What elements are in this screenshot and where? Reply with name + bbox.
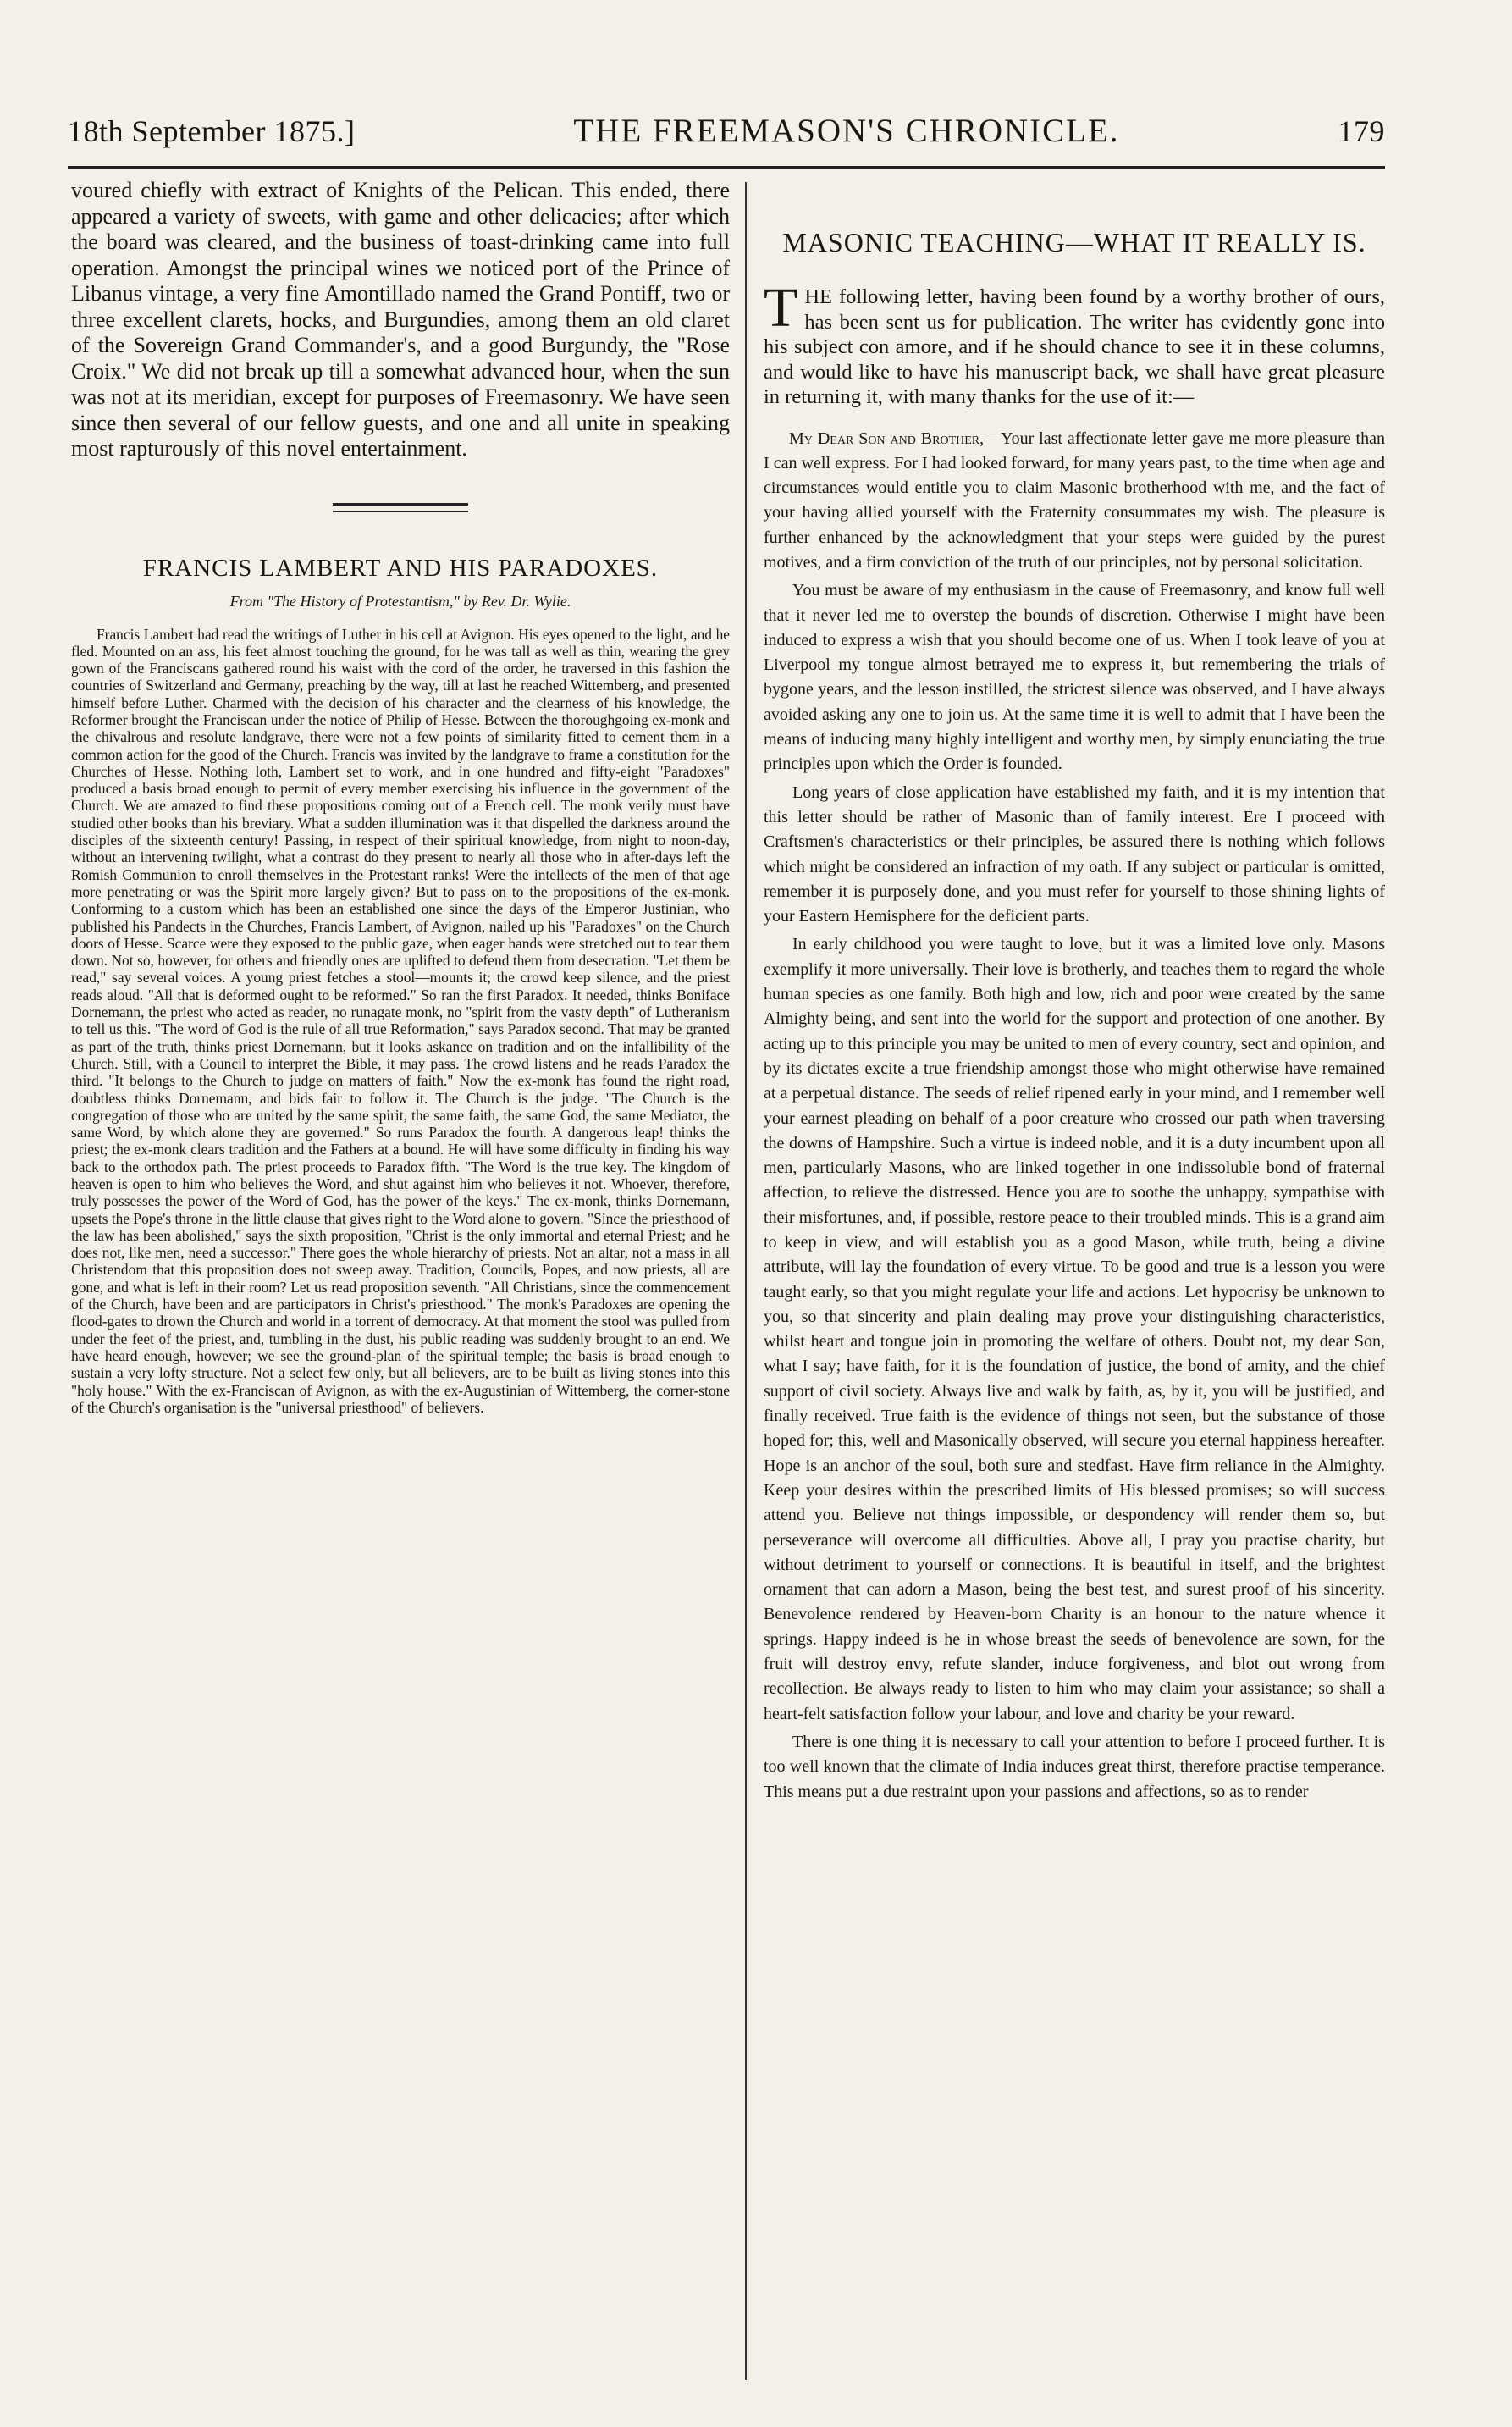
letter-paragraph-text: —Your last affectionate letter gave me more pleasure than I can well express. For I had looked forward, for many years past, to the time when age and circumstances would entitle you to claim Masonic brotherhood with me, and the fact of your having allied yourself with the Fraternity consummates my wish. The pleasure is further enhanced by the acknowledgment that your steps were guided by the purest motives, and a firm conviction of the truth of our principles, not by personal solicitation. [764,428,1385,572]
page-number: 179 [1338,114,1385,148]
article-title-lambert: FRANCIS LAMBERT AND HIS PARADOXES. [142,554,659,582]
letter-salutation: My Dear Son and Brother, [789,428,985,448]
continued-article-text: voured chiefly with extract of Knights of the Pelican. This ended, there appeared a variety of sweets, with game and other delicacies; after which the board was cleared, and the business of toast-drinking came into full operation. Amongst the principal wines we noticed port of the Prince of Libanus vintage, a very fine Amontillado named the Grand Pontiff, two or three excellent clarets, hocks, and Burgundies, among them an old claret of the Sovereign Grand Commander's, and a good Burgundy, the "Rose Croix." We did not break up till a somewhat advanced hour, when the sun was not at its meridian, except for purposes of Freemasonry. We have seen since then several of our fellow guests, and one and all unite in speaking most rapturously of this novel entertainment. [71,178,730,461]
letter-paragraph: In early childhood you were taught to love, but it was a limited love only. Masons exemplify it more universally. Their love is brotherly, and teaches them to regard the whole human species as one family. Both high and low, rich and poor were created by the same Almighty being, and sent into the world for the support and protection of one another. By acting up to this principle you may be united to men of every country, sect and opinion, and by its dictates excite a true friendship amongst those who might otherwise have remained at a perpetual distance. The seeds of relief ripened early in your mind, and I remember well your earnest pleading on behalf of a poor creature who crossed our path when traversing the downs of Hampshire. Such a virtue is indeed noble, and it is a duty incumbent upon all men, particularly Masons, who are linked together in one indissoluble bond of fraternal affection, to relieve the distressed. Hence you are to soothe the unhappy, sympathise with their misfortunes, and, if possible, restore peace to their troubled minds. This is a grand aim to keep in view, and will establish you as a good Mason, while truth, being a divine attribute, will lay the foundation of every virtue. To be good and true is a lesson you were taught early, so that you might regulate your life and actions. Let hypocrisy be unknown to you, so that sincerity and plain dealing may prove your distinguishing characteristics, whilst heart and tongue join in promoting the welfare of others. Doubt not, my dear Son, what I say; have faith, for it is the foundation of justice, the bond of amity, and the chief support of civil society. Always live and walk by faith, as, by it, you will be justified, and finally received. True faith is the evidence of things not seen, but the substance of those hoped for; this, well and Masonically observed, will secure you eternal happiness hereafter. Hope is an anchor of the soul, both sure and stedfast. Have firm reliance in the Almighty. Keep your desires within the prescribed limits of His blessed promises; so will success attend you. Believe not things impossible, or despondency will render them so, but perseverance will overcome all difficulties. Above all, I pray you practise charity, but without detriment to yourself or connections. It is beautiful in itself, and the brightest ornament that can adorn a Mason, being the best test, and surest proof of his sincerity. Benevolence rendered by Heaven-born Charity is an honour to the nature whence it springs. Happy indeed is he in whose breast the seeds of benevolence are sown, for the fruit will destroy envy, refute slander, induce forgiveness, and blot out wrong from recollection. Be always ready to listen to him who may claim your assistance; so shall a heart-felt satisfaction follow your labour, and love and charity be your reward. [764,935,1385,1723]
article-byline: From "The History of Protestantism," by Rev. Dr. Wylie. [229,592,571,610]
intro-text: HE following letter, having been found by a worthy brother of ours, has been sent us for publication. The writer has evidently gone into his subject con amore, and if he should chance to see it in these columns, and would like to have his manuscript back, we shall have great pleasure in returning it, with many thanks for the use of it:— [764,285,1385,408]
letter-paragraph: There is one thing it is necessary to call your attention to before I proceed further. It is too well known that the climate of India induces great thirst, therefore practise temperance. This means put a due restraint upon your passions and affections, so as to render [764,1732,1385,1801]
article-body-lambert: Francis Lambert had read the writings of Luther in his cell at Avignon. His eyes opened to the light, and he fled. Mounted on an ass, his feet almost touching the ground, for he was tall as well as thin, wearing the grey gown of the Franciscans gathered round his waist with the cord of the order, he traversed in this fashion the countries of Switzerland and Germany, preaching by the way, till at last he reached Wittemberg, and presented himself before Luther. Charmed with the decision of his character and the clearness of his knowledge, the Reformer brought the Franciscan under the notice of Philip of Hesse. Between the thoroughgoing ex-monk and the chivalrous and resolute landgrave, there were not a few points of similarity fitted to cement them in a common action for the good of the Church. Francis was invited by the landgrave to frame a constitution for the Churches of Hesse. Nothing loth, Lambert set to work, and in one hundred and fifty-eight "Paradoxes" produced a basis broad enough to permit of every member exercising his influence in the government of the Church. We are amazed to find these propositions coming out of a French cell. The monk verily must have studied other books than his breviary. What a sudden illumination was it that dispelled the darkness around the disciples of the sixteenth century! Passing, in respect of their spiritual knowledge, from night to noon-day, without an intervening twilight, what a contrast do they present to nearly all those who in after-days left the Romish Communion to enroll themselves in the Protestant ranks! Were the intellects of the men of that age more penetrating or was the Spirit more largely given? But to pass on to the propositions of the ex-monk. Conforming to a custom which has been an established one since the days of the Emperor Justinian, who published his Pandects in the Churches, Francis Lambert, of Avignon, nailed up his "Paradoxes" on the Church doors of Hesse. Scarce were they exposed to the public gaze, when eager hands were stretched out to tear them down. Not so, however, for others and friendly ones are uplifted to defend them from desecration. "Let them be read," say several voices. A young priest fetches a stool—mounts it; the crowd keep silence, and the priest reads aloud. "All that is deformed ought to be reformed." So ran the first Paradox. It needed, thinks Boniface Dornemann, the priest who acted as reader, no runagate monk, no "spirit from the vasty depth" of Lutheranism to tell us this. "The word of God is the rule of all true Reformation," says Paradox second. That may be granted as part of the truth, thinks priest Dornemann, but it looks askance on tradition and on the infallibility of the Church. Still, with a Council to interpret the Bible, it may pass. The crowd listens and he reads Paradox the third. "It belongs to the Church to judge on matters of faith." Now the ex-monk has found the right road, doubtless thinks Dornemann, and bids fair to follow it. The Church is the judge. "The Church is the congregation of those who are united by the same spirit, the same faith, the same God, the same Mediator, the same Word, by which alone they are governed." So runs Paradox the fourth. A dangerous leap! thinks the priest; the ex-monk clears tradition and the Fathers at a bound. He will have some difficulty in finding his way back to the orthodox path. The priest proceeds to Paradox fifth. "The Word is the true key. The kingdom of heaven is open to him who believes the Word, and shut against him who believes it not. Whoever, therefore, truly possesses the power of the Word of God, has the power of the keys." The ex-monk, thinks Dornemann, upsets the Pope's throne in the little clause that gives right to the Word alone to govern. "Since the priesthood of the law has been abolished," says the sixth proposition, "Christ is the only immortal and eternal Priest; and he does not, like men, need a successor." There goes the whole hierarchy of priests. Not an altar, not a mass in all Christendom that this proposition does not sweep away. Tradition, Councils, Popes, and now priests, all are gone, and what is left in their room? Let us read proposition seventh. "All Christians, since the commencement of the Church, have been and are participators in Christ's priesthood." The monk's Paradoxes are opening the flood-gates to drown the Church and world in a torrent of democracy. At that moment the stool was pulled from under the feet of the priest, and, tumbling in the dust, his public reading was suddenly brought to an end. We have heard enough, however; we see the ground-plan of the spiritual temple; the basis is broad enough to sustain a very lofty structure. Not a select few only, but all believers, are to be built as living stones into this "holy house." With the ex-Franciscan of Avignon, as with the ex-Augustinian of Wittemberg, the corner-stone of the Church's organisation is the "universal priesthood" of believers. [71,625,730,1416]
article-separator [333,503,468,512]
publication-title: THE FREEMASON'S CHRONICLE. [573,113,1120,149]
editorial-intro [764,277,1385,410]
letter-paragraph [764,427,1385,576]
column-divider [745,182,747,2380]
left-column [71,178,730,2388]
page-header [68,112,1385,164]
header-rule [68,166,1385,169]
article-title-masonic: MASONIC TEACHING—WHAT IT REALLY IS. [782,227,1366,257]
drop-cap: T [764,277,798,339]
issue-date: 18th September 1875.] [68,114,356,148]
letter-paragraph: You must be aware of my enthusiasm in the cause of Freemasonry, and know full well that it never led me to overstep the bounds of discretion. Otherwise I might have been induced to express a wish that you should become one of us. When I took leave of you at Liverpool my tongue almost betrayed me to express it, but remembering the trials of bygone years, and the lesson instilled, the strictest silence was observed, and I have always avoided asking any one to join us. At the same time it is well to admit that I have been the means of inducing many highly intelligent and worthy men, by simply enunciating the true principles upon which the Order is founded. [764,581,1385,774]
letter-paragraph: Long years of close application have established my faith, and it is my intention that this letter should be rather of Masonic than of family interest. Ere I proceed with Craftsmen's characteristics or their principles, be assured there is nothing which follows which might be considered an infraction of my oath. If any subject or particular is omitted, remember it is purposely done, and you must refer for yourself to those shining lights of your Eastern Hemisphere for the deficient parts. [764,782,1385,926]
right-column [764,178,1385,2388]
